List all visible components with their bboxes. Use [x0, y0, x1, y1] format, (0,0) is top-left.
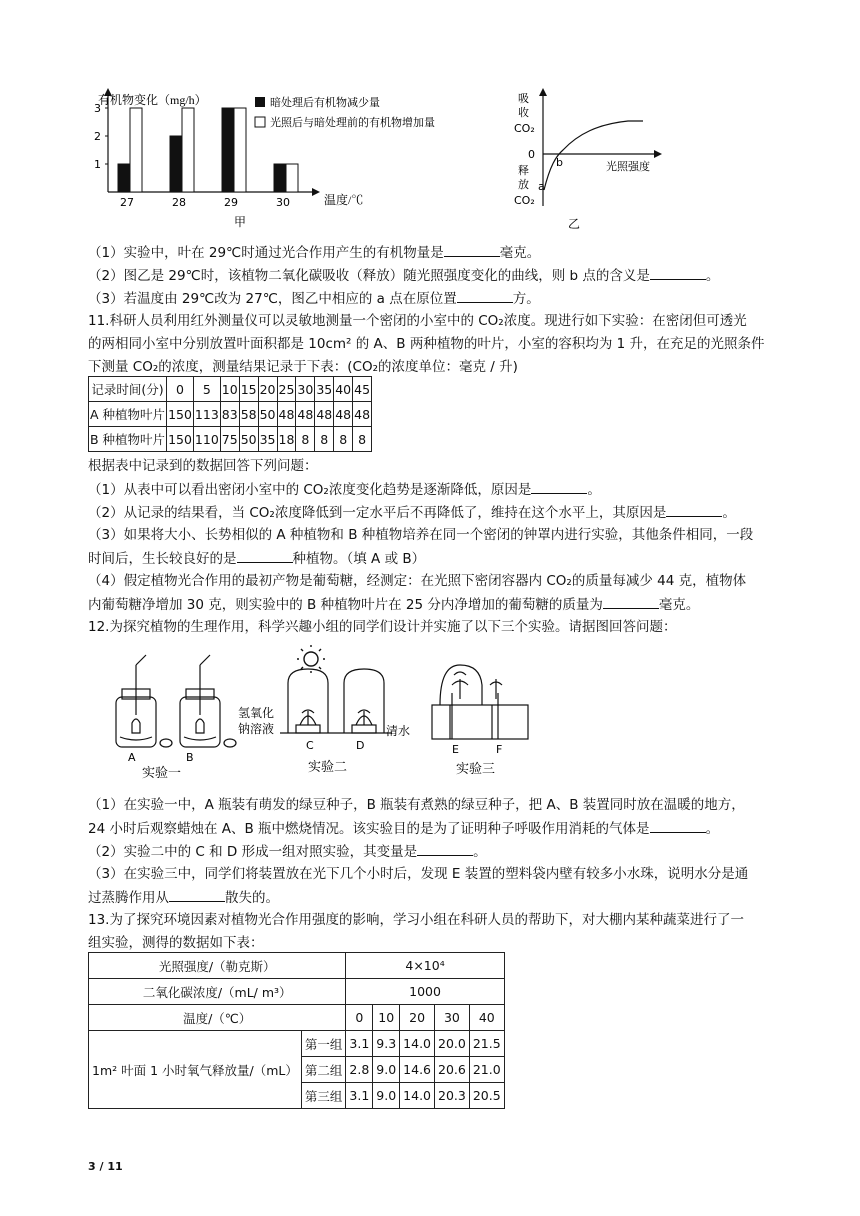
table-cell: 20 — [258, 377, 277, 402]
value-cell: 21.5 — [469, 1031, 504, 1057]
legend-swatch-dark — [255, 97, 265, 107]
y-tick-label: 2 — [94, 130, 101, 143]
value-cell: 20.6 — [435, 1057, 470, 1083]
bar-white — [286, 164, 298, 192]
answer-blank[interactable] — [603, 594, 659, 609]
value-cell: 9.3 — [373, 1031, 400, 1057]
table-cell: 150 — [167, 402, 194, 427]
yi-release-1: 释 — [518, 164, 529, 177]
q11-intro-2: 的两相同小室中分别放置叶面积都是 10cm² 的 A、B 两种植物的叶片，小室的容积均为 1 升，在充足的光照条件 — [88, 336, 765, 352]
experiment-1-caption: 实验一 — [142, 766, 182, 781]
temp-label: 温度/（℃） — [89, 1005, 346, 1031]
table-row — [89, 427, 372, 452]
table-cell: 48 — [296, 402, 315, 427]
yi-zero: 0 — [528, 148, 535, 161]
q10-sub3: （3）若温度由 29℃改为 27℃，图乙中相应的 a 点在原位置 方。 — [88, 288, 540, 309]
water-label: 清水 — [386, 724, 411, 738]
temp-cell: 10 — [373, 1005, 400, 1031]
table-cell: 48 — [315, 402, 334, 427]
x-tick-label: 28 — [172, 196, 186, 209]
table-cell: 50 — [258, 402, 277, 427]
bar-white — [130, 108, 142, 192]
legend-label-white: 光照后与暗处理前的有机物增加量 — [270, 116, 435, 129]
yi-absorb-1: 吸 — [518, 92, 529, 105]
yi-absorb-3: CO₂ — [514, 122, 535, 135]
table-cell: 0 — [167, 377, 194, 402]
table-cell: 50 — [239, 427, 258, 452]
q12-experiments-figure — [100, 645, 560, 785]
table-cell: 35 — [258, 427, 277, 452]
label-b: B — [186, 751, 194, 764]
temp-cell: 30 — [435, 1005, 470, 1031]
experiment-2-illustration — [280, 669, 392, 733]
value-cell: 14.0 — [400, 1083, 435, 1109]
q11-sub3-l2: 时间后，生长较良好的是 种植物。（填 A 或 B） — [88, 548, 425, 569]
value-cell: 20.3 — [435, 1083, 470, 1109]
temp-cell: 0 — [346, 1005, 373, 1031]
q10-sub2: （2）图乙是 29℃时，该植物二氧化碳吸收（释放）随光照强度变化的曲线，则 b 点的含义是 。 — [88, 265, 719, 286]
table-cell: 83 — [220, 402, 239, 427]
table-cell: 48 — [334, 402, 353, 427]
q12-sub3-l2: 过蒸腾作用从 散失的。 — [88, 887, 279, 908]
table-cell: 25 — [277, 377, 296, 402]
bar-dark — [222, 108, 234, 192]
legend-label-dark: 暗处理后有机物减少量 — [270, 96, 380, 109]
q11-sub1: （1）从表中可以看出密闭小室中的 CO₂浓度变化趋势是逐渐降低，原因是 。 — [88, 479, 601, 500]
page-number: 3 / 11 — [88, 1160, 123, 1173]
bar-white — [182, 108, 194, 192]
value-cell: 2.8 — [346, 1057, 373, 1083]
y-tick-label: 3 — [94, 102, 101, 115]
yi-xlabel: 光照强度 — [606, 160, 650, 173]
yi-release-2: 放 — [518, 178, 529, 191]
light-value: 4×10⁴ — [346, 953, 504, 979]
table-cell: 75 — [220, 427, 239, 452]
jia-xlabel: 温度/℃ — [324, 193, 364, 207]
table-cell: 8 — [296, 427, 315, 452]
group-name: 第三组 — [301, 1083, 346, 1109]
row-header: 记录时间(分) — [89, 377, 167, 402]
co2-label: 二氧化碳浓度/（mL/ m³） — [89, 979, 346, 1005]
x-tick-label: 30 — [276, 196, 290, 209]
q12-sub2: （2）实验二中的 C 和 D 形成一组对照实验，其变量是 。 — [88, 841, 487, 862]
q11-co2-table — [88, 376, 372, 452]
temp-cell: 20 — [400, 1005, 435, 1031]
x-axis-arrow — [312, 188, 320, 196]
answer-blank[interactable] — [666, 502, 722, 517]
answer-blank[interactable] — [457, 288, 513, 303]
q11-sub2: （2）从记录的结果看，当 CO₂浓度降低到一定水平后不再降低了，维持在这个水平上，其原因是 。 — [88, 502, 736, 523]
experiment-3-illustration — [432, 665, 528, 739]
q11-intro-3: 下测量 CO₂的浓度，测量结果记录于下表：(CO₂的浓度单位：毫克 / 升) — [88, 359, 518, 375]
yi-point-a: a — [538, 180, 545, 193]
bar-white — [234, 108, 246, 192]
answer-blank[interactable] — [444, 242, 500, 257]
value-cell: 21.0 — [469, 1057, 504, 1083]
answer-blank[interactable] — [650, 818, 706, 833]
label-f: F — [496, 743, 503, 756]
table-cell: 8 — [353, 427, 372, 452]
label-c: C — [306, 739, 314, 752]
q13-intro-1: 13.为了探究环境因素对植物光合作用强度的影响，学习小组在科研人员的帮助下，对大棚内某种蔬菜进行了一 — [88, 912, 744, 928]
table-cell: 48 — [353, 402, 372, 427]
light-label: 光照强度/（勒克斯） — [89, 953, 346, 979]
q13-intro-2: 组实验，测得的数据如下表： — [88, 935, 264, 951]
bar-dark — [118, 164, 130, 192]
y-tick-label: 1 — [94, 158, 101, 171]
label-d: D — [356, 739, 365, 752]
label-a: A — [128, 751, 136, 764]
experiment-3-caption: 实验三 — [456, 762, 496, 777]
table-cell: 35 — [315, 377, 334, 402]
jia-ylabel: 有机物变化（mg/h） — [98, 93, 207, 107]
table-cell: 48 — [277, 402, 296, 427]
x-tick-label: 29 — [224, 196, 238, 209]
experiment-2-caption: 实验二 — [308, 760, 348, 775]
answer-blank[interactable] — [531, 479, 587, 494]
table-cell: 58 — [239, 402, 258, 427]
temp-cell: 40 — [469, 1005, 504, 1031]
oxygen-row-label: 1m² 叶面 1 小时氧气释放量/（mL） — [89, 1031, 302, 1109]
yi-absorb-2: 收 — [518, 106, 529, 119]
table-cell: 110 — [193, 427, 220, 452]
value-cell: 20.0 — [435, 1031, 470, 1057]
naoh-label-1: 氢氧化 — [238, 706, 275, 720]
value-cell: 14.6 — [400, 1057, 435, 1083]
table-cell: 8 — [315, 427, 334, 452]
q11-lead: 根据表中记录到的数据回答下列问题： — [88, 458, 318, 474]
yi-release-3: CO₂ — [514, 194, 535, 207]
table-cell: 8 — [334, 427, 353, 452]
q11-sub4-l2: 内葡萄糖净增加 30 克，则实验中的 B 种植物叶片在 25 分内净增加的葡萄糖的质量为 毫克。 — [88, 594, 699, 615]
table-cell: 15 — [239, 377, 258, 402]
figure-yi-curve — [508, 86, 668, 234]
yi-point-b: b — [556, 156, 563, 169]
bar-dark — [274, 164, 286, 192]
table-cell: 30 — [296, 377, 315, 402]
q12-intro: 12.为探究植物的生理作用，科学兴趣小组的同学们设计并实施了以下三个实验。请据图回答问题： — [88, 619, 677, 635]
row-header: B 种植物叶片 — [89, 427, 167, 452]
table-cell: 10 — [220, 377, 239, 402]
table-cell: 40 — [334, 377, 353, 402]
value-cell: 9.0 — [373, 1057, 400, 1083]
yi-x-arrow — [654, 150, 662, 158]
label-e: E — [452, 743, 459, 756]
answer-blank[interactable] — [650, 265, 706, 280]
experiment-1-illustration — [116, 655, 236, 747]
group-name: 第一组 — [301, 1031, 346, 1057]
bar-dark — [170, 136, 182, 192]
value-cell: 9.0 — [373, 1083, 400, 1109]
q11-sub3-l1: （3）如果将大小、长势相似的 A 种植物和 B 种植物培养在同一个密闭的钟罩内进行实验，其他条件相同，一段 — [88, 527, 754, 543]
jia-caption: 甲 — [234, 215, 247, 229]
naoh-label-2: 钠溶液 — [238, 722, 275, 736]
value-cell: 3.1 — [346, 1031, 373, 1057]
q12-sub1-l1: （1）在实验一中，A 瓶装有萌发的绿豆种子，B 瓶装有煮熟的绿豆种子，把 A、B 装置同时放在温暖的地方， — [88, 797, 745, 813]
group-name: 第二组 — [301, 1057, 346, 1083]
answer-blank[interactable] — [169, 887, 225, 902]
q12-sub3-l1: （3）在实验三中，同学们将装置放在光下几个小时后，发现 E 装置的塑料袋内壁有较多小水珠，说明水分是通 — [88, 866, 749, 882]
q11-sub4-l1: （4）假定植物光合作用的最初产物是葡萄糖，经测定：在光照下密闭容器内 CO₂的质量每减少 44 克，植物体 — [88, 573, 747, 589]
row-header: A 种植物叶片 — [89, 402, 167, 427]
q10-sub1: （1）实验中，叶在 29℃时通过光合作用产生的有机物量是 毫克。 — [88, 242, 540, 263]
q13-photosynthesis-table — [88, 952, 505, 1109]
table-cell: 45 — [353, 377, 372, 402]
co2-value: 1000 — [346, 979, 504, 1005]
yi-caption: 乙 — [568, 217, 581, 231]
table-row — [89, 402, 372, 427]
table-row — [89, 377, 372, 402]
answer-blank[interactable] — [417, 841, 473, 856]
table-cell: 18 — [277, 427, 296, 452]
table-cell: 113 — [193, 402, 220, 427]
table-cell: 5 — [193, 377, 220, 402]
value-cell: 3.1 — [346, 1083, 373, 1109]
legend-swatch-white — [255, 117, 265, 127]
value-cell: 20.5 — [469, 1083, 504, 1109]
value-cell: 14.0 — [400, 1031, 435, 1057]
table-cell: 150 — [167, 427, 194, 452]
yi-y-arrow — [539, 88, 547, 96]
answer-blank[interactable] — [237, 548, 293, 563]
q11-intro-1: 11.科研人员利用红外测量仪可以灵敏地测量一个密闭的小室中的 CO₂浓度。现进行如下实验：在密闭但可透光 — [88, 313, 747, 329]
q12-sub1-l2: 24 小时后观察蜡烛在 A、B 瓶中燃烧情况。该实验目的是为了证明种子呼吸作用消耗的气体是 。 — [88, 818, 719, 839]
x-tick-label: 27 — [120, 196, 134, 209]
figure-jia-bar-chart — [84, 88, 484, 232]
